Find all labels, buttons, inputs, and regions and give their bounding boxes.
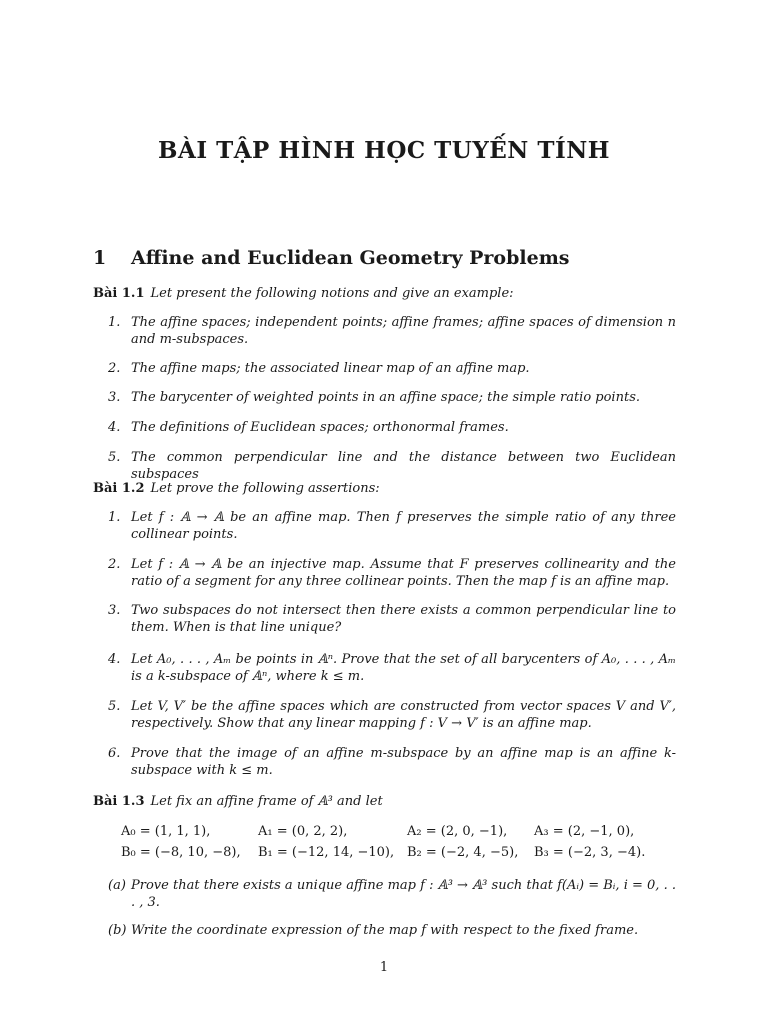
item-number: 2. [108, 557, 121, 572]
item-number: 3. [108, 603, 121, 618]
item-number: 6. [108, 746, 121, 761]
item-text: Let A₀, . . . , Aₘ be points in 𝔸ⁿ. Prove that the set of all barycenters of A₀, . . . , Aₘ is a k-subspace of 𝔸ⁿ, where k ≤ m. [131, 652, 676, 684]
page-number: 1 [379, 960, 389, 975]
item-number: 4. [108, 652, 121, 667]
problem-label: Bài 1.1 [93, 286, 145, 301]
item-number: 4. [108, 420, 121, 435]
problem-statement: Let prove the following assertions: [150, 481, 380, 496]
equation: B₃ = (−2, 3, −4). [534, 845, 646, 860]
equation: A₀ = (1, 1, 1), [121, 824, 211, 839]
item-text: The affine spaces; independent points; affine frames; affine spaces of dimension n and m-subspaces. [131, 315, 676, 347]
item-text: Let V, V′ be the affine spaces which are constructed from vector spaces V and V′, respectively. Show that any linear mapping f : V → V′ is an affine map. [131, 699, 676, 731]
problem-1-1 [93, 285, 514, 302]
item-number: 2. [108, 361, 121, 376]
section-heading [93, 247, 570, 269]
item-text: The common perpendicular line and the distance between two Euclidean subspaces [131, 450, 676, 482]
equation: A₁ = (0, 2, 2), [258, 824, 348, 839]
item-text: Prove that there exists a unique affine map f : 𝔸³ → 𝔸³ such that f(Aᵢ) = Bᵢ, i = 0, . . . , 3. [131, 878, 676, 910]
item-number: (b) [108, 923, 127, 938]
item-number: 1. [108, 510, 121, 525]
problem-label: Bài 1.2 [93, 481, 145, 496]
problem-1-3 [93, 793, 383, 810]
item-text: Write the coordinate expression of the map f with respect to the fixed frame. [131, 923, 639, 938]
problem-1-2 [93, 480, 380, 497]
item-number: 5. [108, 450, 121, 465]
item-text: Two subspaces do not intersect then there exists a common perpendicular line to them. When is that line unique? [131, 603, 676, 635]
equation: A₃ = (2, −1, 0), [534, 824, 635, 839]
item-text: The definitions of Euclidean spaces; orthonormal frames. [131, 420, 509, 435]
equation: B₂ = (−2, 4, −5), [407, 845, 519, 860]
item-text: Prove that the image of an affine m-subspace by an affine map is an affine k-subspace with k ≤ m. [131, 746, 676, 778]
document-title: BÀI TẬP HÌNH HỌC TUYẾN TÍNH [158, 137, 610, 164]
equation: B₀ = (−8, 10, −8), [121, 845, 241, 860]
item-number: 5. [108, 699, 121, 714]
problem-statement: Let fix an affine frame of 𝔸³ and let [150, 794, 383, 809]
problem-statement: Let present the following notions and give an example: [150, 286, 514, 301]
item-text: The affine maps; the associated linear map of an affine map. [131, 361, 530, 376]
item-number: 1. [108, 315, 121, 330]
equation: B₁ = (−12, 14, −10), [258, 845, 395, 860]
item-number: 3. [108, 390, 121, 405]
item-text: The barycenter of weighted points in an affine space; the simple ratio points. [131, 390, 640, 405]
item-number: (a) [108, 878, 126, 893]
problem-label: Bài 1.3 [93, 794, 145, 809]
equation: A₂ = (2, 0, −1), [407, 824, 508, 839]
item-text: Let f : 𝔸 → 𝔸 be an affine map. Then f preserves the simple ratio of any three collinear points. [131, 510, 676, 542]
item-text: Let f : 𝔸 → 𝔸 be an injective map. Assume that F preserves collinearity and the ratio of a segment for any three collinear points. Then the map f is an affine map. [131, 557, 676, 589]
section-title: Affine and Euclidean Geometry Problems [131, 247, 570, 269]
section-number: 1 [93, 247, 107, 269]
